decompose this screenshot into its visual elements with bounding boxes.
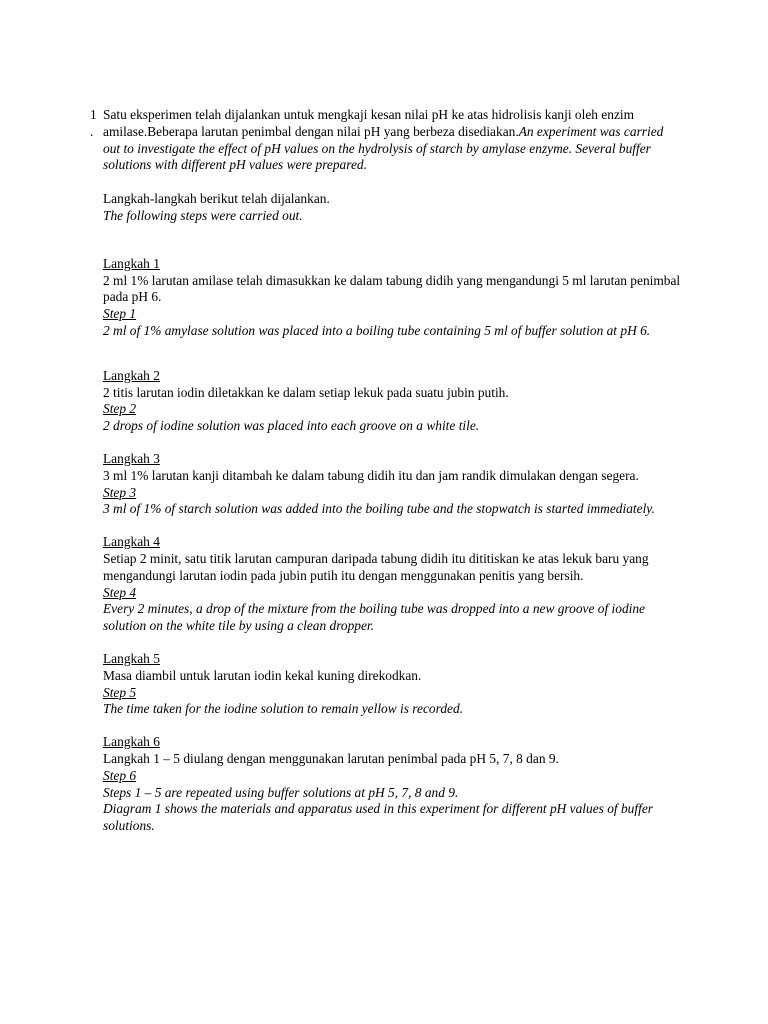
diagram-note-english: Diagram 1 shows the materials and apparatus used in this experiment for different pH values of buffer solutions. (103, 801, 653, 834)
step-1 (103, 256, 683, 340)
step-text-malay: Langkah 1 – 5 diulang dengan menggunakan larutan penimbal pada pH 5, 7, 8 dan 9. (103, 750, 559, 766)
step-2 (103, 368, 683, 435)
step-text-malay: 3 ml 1% larutan kanji ditambah ke dalam tabung didih itu dan jam randik dimulakan dengan segera. (103, 467, 639, 483)
step-text-english: 3 ml of 1% of starch solution was added into the boiling tube and the stopwatch is started immediately. (103, 501, 655, 517)
step-title-malay: Langkah 1 (103, 255, 160, 271)
step-title-english: Step 6 (103, 767, 137, 783)
intro-malay: Satu eksperimen telah dijalankan untuk mengkaji kesan nilai pH ke atas hidrolisis kanji oleh enzim amilase.Beberapa larutan penimbal dengan nilai pH yang berbeza disediakan. (103, 107, 635, 139)
intro-english: An experiment was carried out to investigate the effect of pH values on the hydrolysis of starch by amylase enzyme. Several buffer solutions with different pH values were prepared. (103, 123, 664, 173)
question-content (103, 107, 683, 851)
step-title-malay: Langkah 5 (103, 650, 160, 666)
steps-intro-english: The following steps were carried out. (103, 207, 303, 223)
step-text-malay: Masa diambil untuk larutan iodin kekal kuning direkodkan. (103, 667, 422, 683)
step-title-english: Step 3 (103, 484, 137, 500)
step-text-malay: 2 ml 1% larutan amilase telah dimasukkan ke dalam tabung didih yang mengandungi 5 ml larutan penimbal pada pH 6. (103, 272, 681, 305)
question-number (90, 107, 102, 141)
intro-paragraph (103, 107, 683, 174)
step-title-malay: Langkah 2 (103, 367, 160, 383)
question-number-dot: . (90, 123, 94, 139)
step-text-english: The time taken for the iodine solution to remain yellow is recorded. (103, 701, 464, 717)
step-text-english: 2 ml of 1% amylase solution was placed into a boiling tube containing 5 ml of buffer solution at pH 6. (103, 322, 651, 338)
step-title-malay: Langkah 3 (103, 450, 160, 466)
step-title-english: Step 5 (103, 684, 137, 700)
steps-intro (103, 191, 683, 225)
step-text-english: 2 drops of iodine solution was placed into each groove on a white tile. (103, 418, 480, 434)
step-text-english: Steps 1 – 5 are repeated using buffer solutions at pH 5, 7, 8 and 9. (103, 784, 459, 800)
question-number-digit: 1 (90, 107, 97, 122)
steps-intro-malay: Langkah-langkah berikut telah dijalankan. (103, 191, 330, 207)
step-text-english: Every 2 minutes, a drop of the mixture from the boiling tube was dropped into a new groove of iodine solution on the white tile by using a clean dropper. (103, 601, 645, 634)
step-title-english: Step 1 (103, 306, 137, 322)
step-title-malay: Langkah 6 (103, 734, 160, 750)
step-text-malay: Setiap 2 minit, satu titik larutan campuran daripada tabung didih itu dititiskan ke atas lekuk baru yang mengandungi larutan iodin pada jubin putih itu dengan menggunakan penitis yang bersih. (103, 550, 649, 583)
step-title-english: Step 4 (103, 584, 137, 600)
step-3 (103, 451, 683, 518)
step-title-malay: Langkah 4 (103, 534, 160, 550)
step-text-malay: 2 titis larutan iodin diletakkan ke dalam setiap lekuk pada suatu jubin putih. (103, 384, 509, 400)
step-4 (103, 534, 683, 635)
step-6 (103, 734, 683, 835)
step-title-english: Step 2 (103, 401, 137, 417)
step-5 (103, 651, 683, 718)
